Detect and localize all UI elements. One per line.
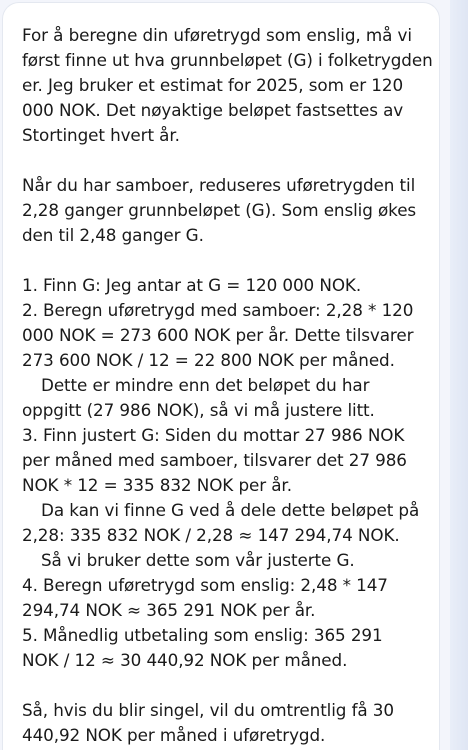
assistant-message-bubble <box>3 3 439 750</box>
message-content <box>22 23 440 750</box>
text-line: Når du har samboer, reduseres uføretrygden til <box>22 175 416 195</box>
text-line: Så, hvis du blir singel, vil du omtrentlig få 30 <box>22 700 394 720</box>
conclusion-paragraph <box>22 698 440 748</box>
steps-list <box>22 273 440 673</box>
step-line: 4. Beregn uføretrygd som enslig: 2,48 * 147 <box>22 575 388 595</box>
step-line: 2. Beregn uføretrygd med samboer: 2,28 * 120 <box>22 300 414 320</box>
intro-paragraph <box>22 23 440 148</box>
rule-paragraph <box>22 173 440 248</box>
step-line: NOK / 12 ≈ 30 440,92 NOK per måned. <box>22 650 348 670</box>
step-line: 3. Finn justert G: Siden du mottar 27 986 NOK <box>22 425 405 445</box>
text-line: 2,28 ganger grunnbeløpet (G). Som enslig økes <box>22 200 417 220</box>
text-line: Stortinget hvert år. <box>22 125 180 145</box>
step-line: 1. Finn G: Jeg antar at G = 120 000 NOK. <box>22 275 362 295</box>
step-line: per måned med samboer, tilsvarer det 27 986 <box>22 450 407 470</box>
step-line: Dette er mindre enn det beløpet du har <box>41 375 370 395</box>
background-edge <box>450 0 468 750</box>
text-line: 000 NOK. Det nøyaktige beløpet fastsettes av <box>22 100 404 120</box>
step-line: Da kan vi finne G ved å dele dette beløpet på <box>41 500 420 520</box>
text-line: først finne ut hva grunnbeløpet (G) i folketrygden <box>22 50 433 70</box>
step-line: 2,28: 335 832 NOK / 2,28 ≈ 147 294,74 NOK. <box>22 525 400 545</box>
step-line: 000 NOK = 273 600 NOK per år. Dette tilsvarer <box>22 325 414 345</box>
step-line: 5. Månedlig utbetaling som enslig: 365 291 <box>22 625 383 645</box>
step-line: oppgitt (27 986 NOK), så vi må justere litt. <box>22 400 375 420</box>
text-line: den til 2,48 ganger G. <box>22 225 204 245</box>
step-line: 273 600 NOK / 12 = 22 800 NOK per måned. <box>22 350 395 370</box>
text-line: er. Jeg bruker et estimat for 2025, som er 120 <box>22 75 404 95</box>
step-line: 294,74 NOK ≈ 365 291 NOK per år. <box>22 600 316 620</box>
step-line: NOK * 12 = 335 832 NOK per år. <box>22 475 292 495</box>
text-line: For å beregne din uføretrygd som enslig, må vi <box>22 25 412 45</box>
text-line: 440,92 NOK per måned i uføretrygd. <box>22 725 326 745</box>
step-line: Så vi bruker dette som vår justerte G. <box>41 550 355 570</box>
